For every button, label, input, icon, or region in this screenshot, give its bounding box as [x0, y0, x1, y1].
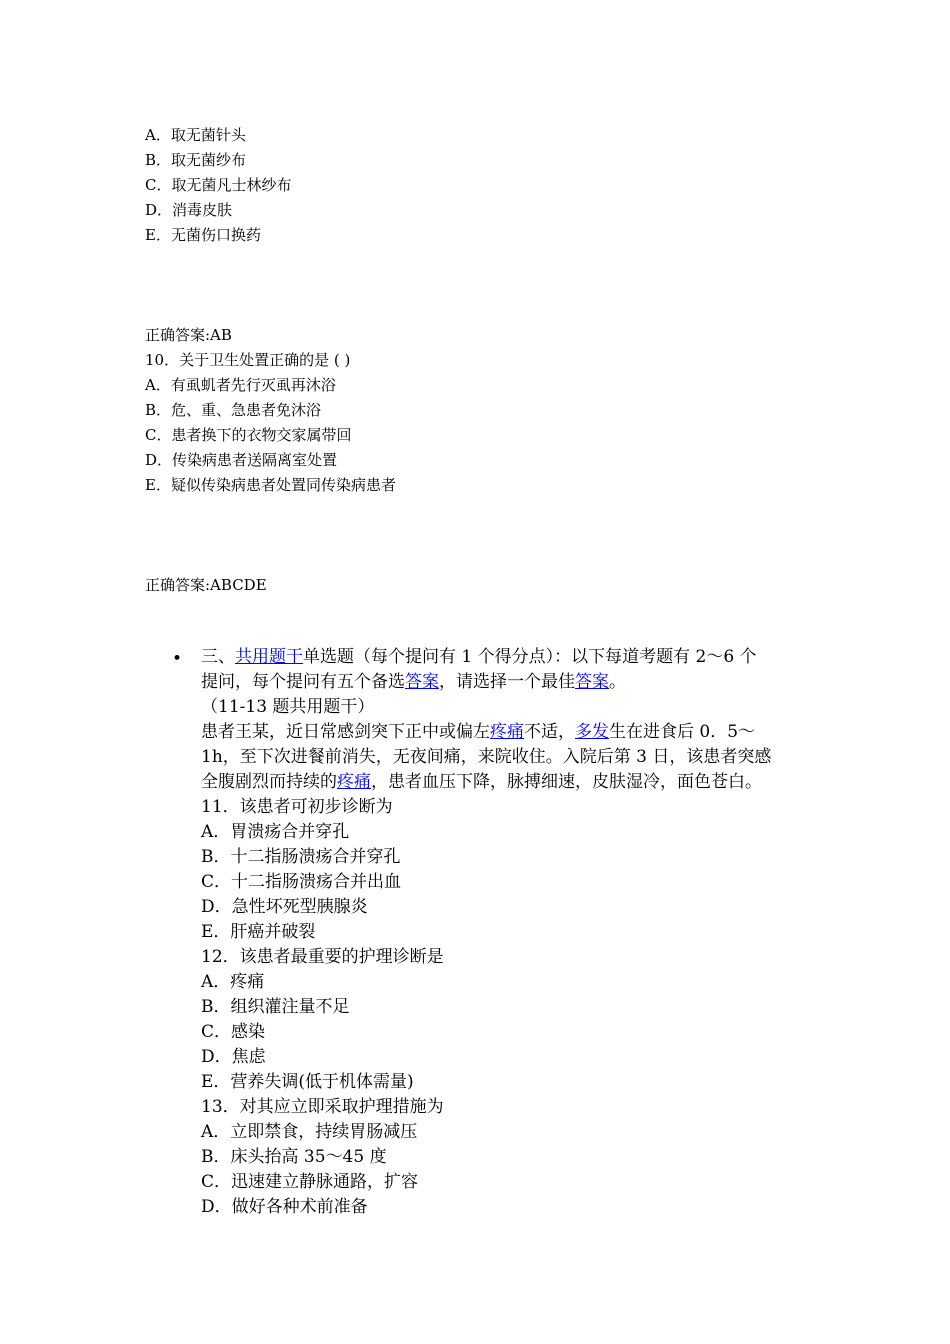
- q10-option-d: D．传染病患者送隔离室处置: [145, 451, 338, 469]
- q10-option-a: A．有虱虮者先行灭虱再沐浴: [145, 376, 336, 394]
- stem-line1-a: 患者王某，近日常感剑突下正中或偏左: [201, 722, 490, 742]
- q9-option-c: C．取无菌凡士林纱布: [145, 176, 292, 194]
- link-answer-2[interactable]: 答案: [575, 672, 609, 692]
- q9-option-a: A．取无菌针头: [145, 126, 246, 144]
- link-answer-1[interactable]: 答案: [405, 672, 439, 692]
- stem-line1-c: 生在进食后 0．5～: [609, 722, 756, 742]
- stem-line1-b: 不适，: [524, 722, 575, 742]
- section3-heading-text: 单选题（每个提问有 1 个得分点）：以下每道考题有 2～6 个: [303, 647, 757, 667]
- q12-option-a: A．疼痛: [201, 972, 265, 992]
- q11-option-c: C．十二指肠溃疡合并出血: [201, 872, 402, 892]
- q13-option-c: C．迅速建立静脉通路，扩容: [201, 1172, 419, 1192]
- q11-option-d: D．急性坏死型胰腺炎: [201, 897, 368, 917]
- q9-option-e: E．无菌伤口换药: [145, 226, 261, 244]
- q9-option-b: B．取无菌纱布: [145, 151, 247, 169]
- q9-option-d: D．消毒皮肤: [145, 201, 233, 219]
- section3-heading-line2-c: 。: [609, 672, 626, 692]
- q12-option-e: E．营养失调(低于机体需量): [201, 1072, 414, 1092]
- q13-option-a: A．立即禁食，持续胃肠减压: [201, 1122, 418, 1142]
- link-pain-1[interactable]: 疼痛: [490, 722, 524, 742]
- q12-question: 12．该患者最重要的护理诊断是: [201, 947, 444, 967]
- link-pain-2[interactable]: 疼痛: [337, 772, 371, 792]
- section3-heading-prefix: 三、: [201, 647, 235, 667]
- section3-heading-line2: [201, 670, 626, 695]
- link-frequent[interactable]: 多发: [575, 722, 609, 742]
- q13-option-b: B．床头抬高 35～45 度: [201, 1147, 387, 1167]
- q13-question: 13．对其应立即采取护理措施为: [201, 1097, 444, 1117]
- q13-option-d: D．做好各种术前准备: [201, 1197, 368, 1217]
- shared-stem-label: （11-13 题共用题干）: [201, 697, 375, 717]
- q11-option-b: B．十二指肠溃疡合并穿孔: [201, 847, 401, 867]
- q12-option-d: D．焦虑: [201, 1047, 266, 1067]
- section3-heading-line2-b: ，请选择一个最佳: [439, 672, 575, 692]
- q10-answer: 正确答案:ABCDE: [145, 576, 267, 594]
- q9-answer: 正确答案:AB: [145, 326, 232, 344]
- q12-option-c: C．感染: [201, 1022, 266, 1042]
- section3-heading-line1: [201, 645, 757, 670]
- stem-line3: [201, 770, 762, 795]
- q12-option-b: B．组织灌注量不足: [201, 997, 350, 1017]
- q10-option-b: B．危、重、急患者免沐浴: [145, 401, 322, 419]
- link-shared-stem[interactable]: 共用题干: [235, 647, 303, 667]
- q11-option-e: E．肝癌并破裂: [201, 922, 316, 942]
- q10-option-c: C．患者换下的衣物交家属带回: [145, 426, 352, 444]
- stem-line3-b: ，患者血压下降，脉搏细速，皮肤湿冷，面色苍白。: [371, 772, 762, 792]
- q10-option-e: E．疑似传染病患者处置同传染病患者: [145, 476, 396, 494]
- q11-option-a: A．胃溃疡合并穿孔: [201, 822, 350, 842]
- stem-line3-a: 全腹剧烈而持续的: [201, 772, 337, 792]
- q10-question: 10．关于卫生处置正确的是 ( ): [145, 351, 351, 369]
- bullet-icon: •: [172, 649, 183, 669]
- stem-line1: [201, 720, 755, 745]
- section3-heading-line2-a: 提问，每个提问有五个备选: [201, 672, 405, 692]
- stem-line2: 1h，至下次进餐前消失，无夜间痛，来院收住。入院后第 3 日，该患者突感: [201, 747, 772, 767]
- q11-question: 11．该患者可初步诊断为: [201, 797, 393, 817]
